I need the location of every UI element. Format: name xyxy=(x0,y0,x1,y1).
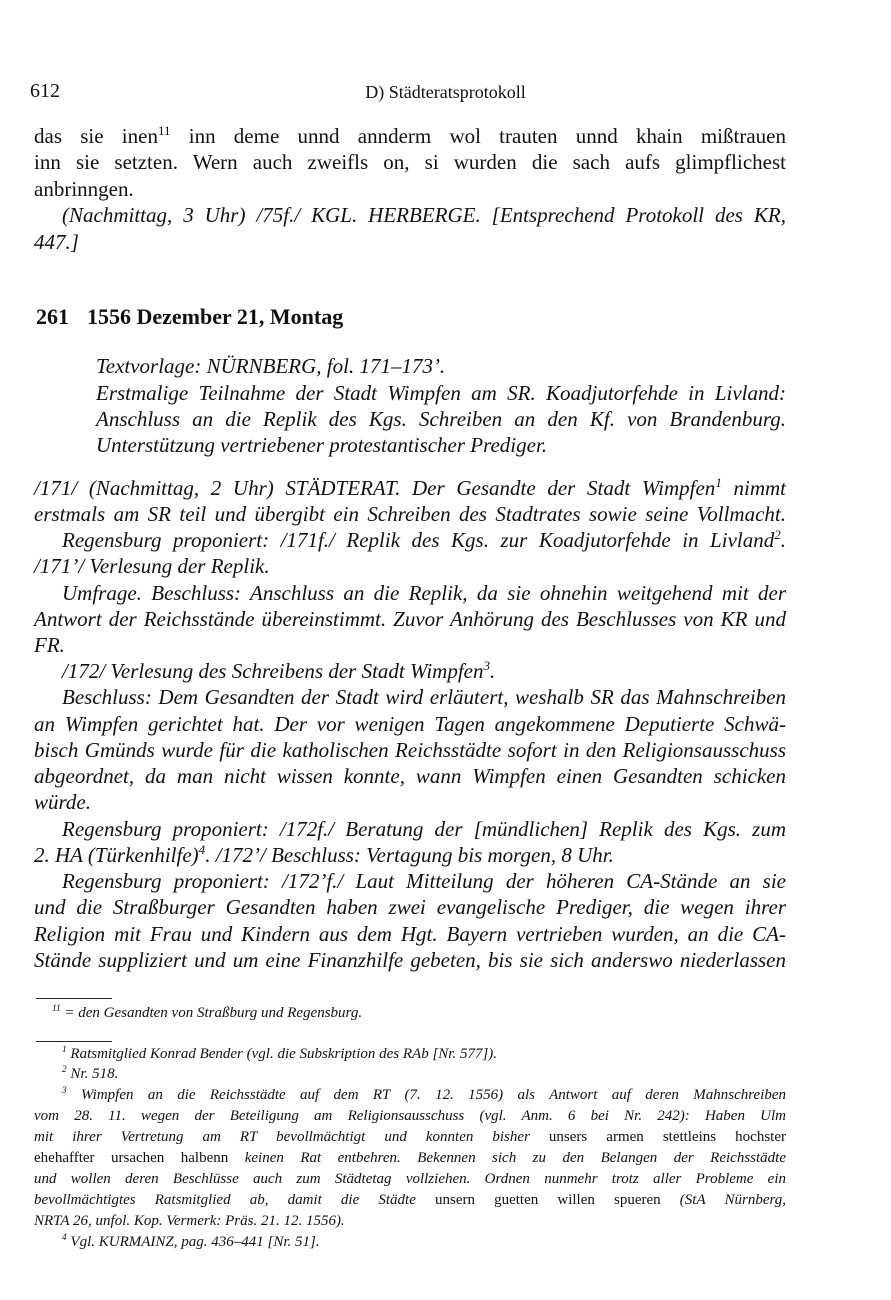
footnote-ref-2: 2 xyxy=(774,527,781,542)
summary-line-2: Erstmalige Teilnahme der Stadt Wimpfen am SR. Koadjutorfehde in Livland: xyxy=(96,381,786,405)
footnote-ref-1: 1 xyxy=(715,475,722,490)
footnote-ref-11: 11 xyxy=(157,123,171,138)
protocol-p7-line-2: und die Straßburger Gesandten haben zwei evangelische Prediger, die wegen ihrer xyxy=(34,895,786,919)
intro-line-3: anbrinngen. xyxy=(34,177,134,201)
protocol-p4-line-1: /172/ Verlesung des Schreibens der Stadt Wimpfen$^3$. xyxy=(62,658,496,683)
protocol-p6-line-1: Regensburg proponiert: /172f./ Beratung der [mündlichen] Replik des Kgs. zum xyxy=(62,817,786,841)
footnote-2: $^2$ Nr. 518. xyxy=(62,1065,119,1082)
footnote-3-line-3: mit ihrer Vertretung am RT bevollmächtigt und konnten bisher unsers armen stettleins hochster xyxy=(34,1129,786,1145)
protocol-p5-line-5: würde. xyxy=(34,790,91,814)
section-date: 1556 Dezember 21, Montag xyxy=(87,304,344,329)
footnote-11: $^{11}$ = den Gesandten von Straßburg und Regensburg. xyxy=(52,1004,363,1021)
summary-line-3: Anschluss an die Replik des Kgs. Schreiben an den Kf. von Brandenburg. xyxy=(96,407,786,431)
protocol-p7-line-4: Stände suppliziert und um eine Finanzhilfe gebeten, bis sie sich anderswo niederlassen xyxy=(34,948,786,972)
protocol-p5-line-3: bisch Gmünds wurde für die katholischen Reichsstädte sofort in den Religionsausschuss xyxy=(34,738,786,762)
summary-source: Textvorlage: NÜRNBERG, fol. 171–173’. xyxy=(96,354,446,378)
protocol-p7-line-3: Religion mit Frau und Kindern aus dem Hgt. Bayern vertrieben wurden, an die CA- xyxy=(34,922,786,946)
protocol-p3-line-3: FR. xyxy=(34,633,65,657)
intro-line-4: (Nachmittag, 3 Uhr) /75f./ KGL. HERBERGE. [Entsprechend Protokoll des KR, xyxy=(62,203,786,227)
summary-line-4: Unterstützung vertriebener protestantischer Prediger. xyxy=(96,433,548,457)
protocol-p1-line-2: erstmals am SR teil und übergibt ein Schreiben des Stadtrates sowie seine Vollmacht. xyxy=(34,502,786,526)
footnote-3-line-5: und wollen deren Beschlüsse auch zum Städtetag vollziehen. Ordnen nunmehr trotz aller Probleme ein xyxy=(34,1171,786,1187)
page-number: 612 xyxy=(30,80,60,102)
protocol-p7-line-1: Regensburg proponiert: /172’f./ Laut Mitteilung der höheren CA-Stände an sie xyxy=(62,869,786,893)
section-number: 261 xyxy=(36,304,69,329)
footnote-4: $^4$ Vgl. KURMAINZ, pag. 436–441 [Nr. 51]. xyxy=(62,1233,320,1250)
footnote-3-line-6: bevollmächtigtes Ratsmitglied ab, damit die Städte unsern guetten willen spueren (StA Nürnberg, xyxy=(34,1192,787,1208)
intro-line-2: inn sie setzten. Wern auch zweifls on, si wurden die sach aufs glimpflichest xyxy=(34,150,786,174)
intro-line-1: das sie inen$^{11}$ inn deme unnd annderm wol trauten unnd khain mißtrauen xyxy=(34,123,786,148)
protocol-p2-line-2: /171’/ Verlesung der Replik. xyxy=(34,554,270,578)
footnote-3-line-1: $^3$ Wimpfen an die Reichsstädte auf dem RT (7. 12. 1556) als Antwort auf deren Mahnschreiben xyxy=(62,1086,786,1103)
protocol-p5-line-1: Beschluss: Dem Gesandten der Stadt wird erläutert, weshalb SR das Mahnschreiben xyxy=(62,685,786,709)
intro-line-5: 447.] xyxy=(34,230,79,254)
footnote-3-line-4: ehehaffter ursachen halbenn keinen Rat entbehren. Bekennen sich zu den Belangen der Reichsstädte xyxy=(34,1150,786,1166)
section-heading xyxy=(36,304,343,330)
running-title: D) Städteratsprotokoll xyxy=(365,82,526,102)
protocol-p1-line-1: /171/ (Nachmittag, 2 Uhr) STÄDTERAT. Der Gesandte der Stadt Wimpfen$^1$ nimmt xyxy=(34,475,786,500)
footnote-ref-3: 3 xyxy=(483,658,491,673)
footnote-1: $^1$ Ratsmitglied Konrad Bender (vgl. die Subskription des RAb [Nr. 577]). xyxy=(62,1045,498,1062)
footnote-ref-4: 4 xyxy=(198,842,206,857)
protocol-p5-line-4: abgeordnet, da man nicht wissen konnte, wann Wimpfen einen Gesandten schicken xyxy=(34,764,786,788)
footnote-rule-1 xyxy=(36,998,112,999)
protocol-p2-line-1: Regensburg proponiert: /171f./ Replik des Kgs. zur Koadjutorfehde in Livland$^2$. xyxy=(62,527,786,552)
protocol-p3-line-2: Antwort der Reichsstände übereinstimmt. Zuvor Anhörung des Beschlusses von KR und xyxy=(34,607,786,631)
footnote-3-line-2: vom 28. 11. wegen der Beteiligung am Religionsausschuss (vgl. Anm. 6 bei Nr. 242): Haben Ulm xyxy=(34,1108,786,1124)
protocol-p5-line-2: an Wimpfen gerichtet hat. Der vor wenigen Tagen angekommene Deputierte Schwä- xyxy=(34,712,786,736)
footnote-3-line-7: NRTA 26, unfol. Kop. Vermerk: Präs. 21. 12. 1556). xyxy=(34,1213,345,1229)
protocol-p3-line-1: Umfrage. Beschluss: Anschluss an die Replik, da sie ohnehin weitgehend mit der xyxy=(62,581,786,605)
footnote-rule-2 xyxy=(36,1041,112,1042)
protocol-p6-line-2: 2. HA (Türkenhilfe)$^4$. /172’/ Beschluss: Vertagung bis morgen, 8 Uhr. xyxy=(34,842,614,867)
